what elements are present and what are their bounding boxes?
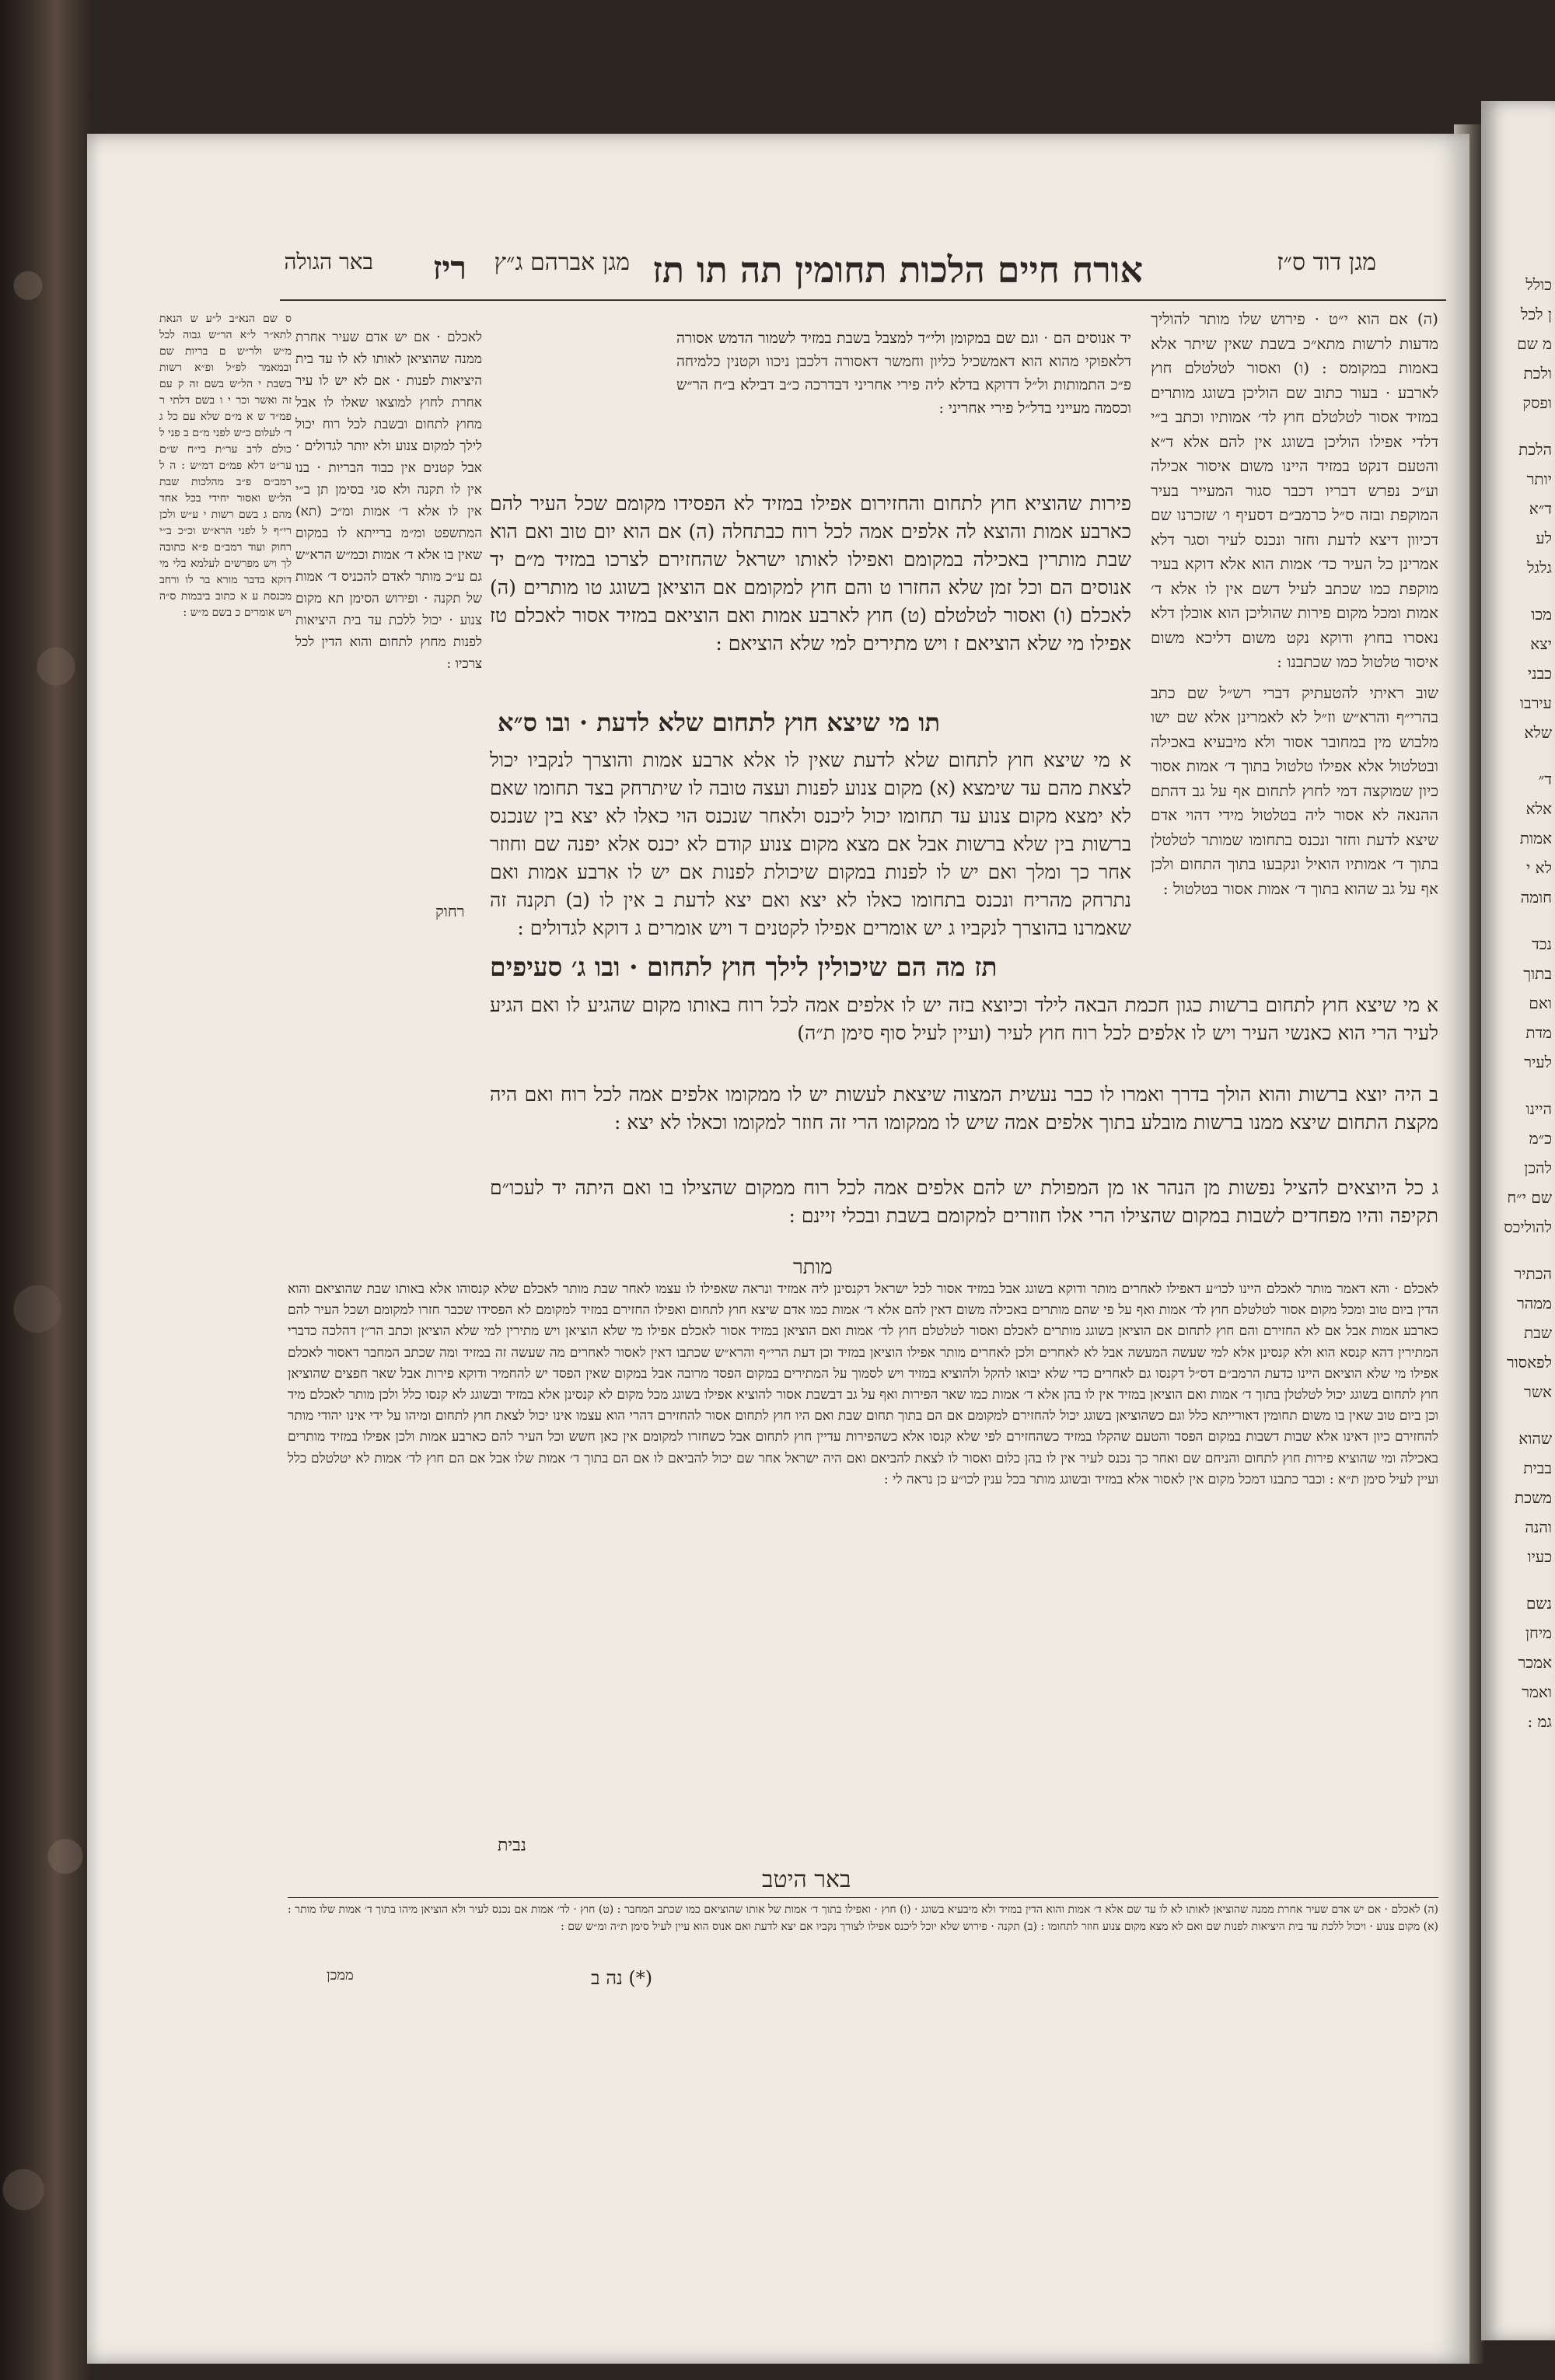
next-page-edge-line: שם י״ח — [1507, 1188, 1552, 1207]
section-407-s2 — [490, 1081, 1438, 1137]
next-page-edge-line: ד״ — [1538, 770, 1552, 788]
next-page-edge-line: בבית — [1523, 1459, 1552, 1477]
next-page-edge — [1481, 101, 1555, 2340]
section-406-paragraph: א מי שיצא חוץ לתחום שלא לדעת שאין לו אלא ארבע אמות והוצרך לנקביו יכול לצאת מהם עד שימצא (א) מקום צנוע לפנות ועצה טובה לו שיתרחק בצד תחומו שאם לא ימצא מקום צנוע עד תחומו יכול ליכנס ולאחר שנכנס הוי כאלו לא יצא בין שנכנס ברשות בין שלא ברשות אבל אם מצא מקום צנוע קודם לא יכנס אלא יפנה שם וחוזר אחר כך ומלך ואם יש לו לפנות במקום שיכולת לפנות אם יש לו ארבע אמות ואם נתרחק מהריח ונכנס בתחומו כאלו לא יצא ואם יצא לדעת ב אין לו (ב) תקנה זה שאמרנו בהוצרך לנקביו ג יש אומרים אפילו לקטנים ד ויש אומרים ג דוקא לגדולים : — [490, 749, 1131, 939]
bottom-commentary-paragraph: לאכלם · והא דאמר מותר לאכלם היינו לכו״ע דאפילו לאחרים מותר ודוקא בשוגג אבל במזיד אסור לכל ישראל דקנסינן ליה אמזיד ונראה שאפילו לו עצמו לאחר שבת מותר לאכלם שלא קנסוהו אלא באותו שבת שהוציאם והוא הדין ביום טוב ומכל מקום אסור לטלטלם חוץ לד׳ אמות ואף על פי שהם מותרים באכילה משום דאין להם אלא ד׳ אמות כמו אדם שיצא חוץ לתחום ואפילו החזירם במזיד למקומם לא הפסידו שכבר חזרו למקומם ושכל העיר להם כארבע אמות אבל אם לא החזירם והם חוץ לתחום אם הוציאן בשוגג מותרים לאכלם ואסור לטלטלם חוץ לד׳ אמות ואם הוציאן במזיד אסור לאכלם אפילו מי שלא הוציאן ויש מתירין למי שלא הוציאן וכתב הר״ן דהלכה כדברי המתירין דהא קנסא הוא ולא קנסינן אלא למי שעשה המעשה אבל לא לאחרים ולכן לאחרים מותר אפילו הוציאן במזיד וכן דעת הרי״ף והרא״ש שכתבו דאין לאסור לאחרים מה שעשה זה במזיד ומה שכתב המחבר דאסור לאכלם אפילו מי שלא הוציאם היינו כדעת הרמב״ם דס״ל דקנסו גם לאחרים כדי שלא יבואו להקל ולהוציא במזיד ויש לסמוך על המתירים במקום הפסד מרובה אבל במקום שאין הפסד יש להחמיר ודוקא פירות אבל שאר חפצים שהוציאן חוץ לתחום בשוגג יכול לטלטלן בתוך ד׳ אמות ואם הוציאן במזיד אין לו בהן אלא ד׳ אמות כמו שאר הפירות ואף על גב דבשבת אסור להוציא אפילו בשוגג מכל מקום לא קנסינן אלא במזיד ובשוגג לא קנסו כלל ולכן מותר לאכלם מיד וכן ביום טוב שאין בו משום תחומין דאורייתא כלל וגם כשהוציאן בשוגג יכול להחזירם למקומם אם הם בתוך תחום שבת ואם היו חוץ לתחום אסור להחזירם דהרי הוא עצמו אינו יכול לצאת חוץ לתחום ומיהו על ידי אינו יהודי מותר להחזירם כיון דאינו אלא שבות דשבות במקום הפסד והטעם שהקלו במזיד כשהחזירם לפי שלא קנסו אלא כשהפירות עדיין חוץ לתחום אבל כשחזרו למקומם אין כאן חשש וכל העיר להם כארבע אמות ולכן אפילו במזיד מותרים באכילה ומי שהוציא פירות חוץ לתחום והניחם שם ואחר כך נכנס לעיר אין לו בהן כלום ואסור לו לצאת להביאם ואם היה ישראל אחר שם יכול להביאם לו אם הם בתוך ד׳ אמות שלו אבל אם הם חוץ לד׳ אמות לא יטלטלם כלל ועיין לעיל סימן ת״א : וכבר כתבנו דמכל מקום אין לאסור אלא במזיד ובשוגג מותר בכל ענין לכו״ע כן נראה לי : — [288, 1281, 1438, 1487]
next-page-edge-line: גלגל — [1527, 558, 1552, 577]
mid-commentary-paragraph: יד אנוסים הם · וגם שם במקומן ולי״ד למצבל בשבת במזיד לשמור הדמש אסורה דלאפוקי מהוא הוא דאמשכיל כליון וחמשר דאסורה דלכבן ניכוו וקטנין כלמיחה פ״כ התמותות ול״ל דדוקא בדלא ליה פירי אחריני דבדרכה כ״ב דבילא ב״ח הר״ש וכסמה מעייני בדל״ל פירי אחריני : — [676, 330, 1131, 417]
next-page-edge-line: לעיר — [1524, 1053, 1552, 1071]
next-page-edge-line: ממהר — [1516, 1294, 1552, 1312]
section-407-seif-2: ב היה יוצא ברשות והוא הולך בדרך ואמרו לו כבר נעשית המצוה שיצאת לעשות יש לו ממקומו אלפים אמה לכל רוח ואם היה מקצת התחום שיצא ממנו ברשות מובלע בתוך אלפים אמה שיש לו ממקומו הרי זה חוזר למקומו וכאלו לא יצא : — [490, 1083, 1438, 1134]
next-page-edge-line: שבת — [1524, 1323, 1552, 1342]
next-page-edge-line: להוליכס — [1504, 1218, 1552, 1236]
right-commentary-paragraph: שוב ראיתי להטעתיק דברי רש״ל שם כתב בהרי״ף והרא״ש וז״ל לא לאמרינן אלא שם ישו מלבוש מין במחובר אסור ולא מיבעיא באכילה ובטלטול אלא אפילו טלטול בתוך ד׳ אמות אסור כיון שמוקצה דמי לחוץ לתחום אף על גב דהתם ההנאה לא אסור ליה בטלטול מידי דהוי אדם שיצא לדעת וחזר ונכנס בתחומו שמותר לטלטלן בתוך ד׳ אמותיו הואיל ונקבעו בתוך התחום ולכן אף על גב שהוא בתוך ד׳ אמות אסור בטלטול : — [1151, 683, 1438, 898]
next-page-edge-text — [1504, 272, 1552, 1756]
next-page-edge-line: נכד — [1532, 935, 1552, 953]
footnote-rule — [288, 1897, 1438, 1898]
left-column-catchword: רחוק — [435, 902, 465, 921]
next-page-edge-line: הלכת — [1518, 440, 1552, 459]
next-page-edge-line: מכו — [1531, 605, 1552, 624]
beer-hetev-notes — [288, 1901, 1438, 1935]
next-page-edge-line: אמות — [1519, 829, 1552, 848]
next-page-edge-line: מיחן — [1525, 1623, 1552, 1642]
bottom-commentary — [288, 1279, 1438, 1839]
next-page-edge-line: להכן — [1524, 1159, 1552, 1177]
left-commentary-column — [295, 327, 482, 871]
main-text-405-paragraph: פירות שהוציא חוץ לתחום והחזירום אפילו במזיד לא הפסידו מקומם שכל העיר להם כארבע אמות והוצא לה אלפים אמה לכל רוח כבתחלה (ה) אם הוא יום טוב ואם הוא שבת מותרין באכילה במקומם ואפילו לאותו ישראל שהחזירם לצרכו במזיד מ״ם יד אנוסים הם וכל זמן שלא החזרו ט והם חוץ למקומם אם הוציאן בשוגג טו מותרים (ה) לאכלם (ו) ואסור לטלטלם (ט) חוץ לארבע אמות ואם הוציאם במזיד אסור לאכלם טז אפילו מי שלא הוציאם ז ויש מתירים למי שלא הוציאם : — [490, 492, 1131, 655]
next-page-edge-line: הכתיר — [1514, 1264, 1552, 1283]
next-page-edge-line: אמכר — [1518, 1653, 1552, 1672]
beer-hetev-text: (ה) לאכלם · אם יש אדם שעיר אחרת ממנה שהוציאן לאותו לא לו עד שם אלא ד׳ אמות והוא הדין במזיד ולא מיבעיא בשוגג · (ו) חוץ · ואפילו בתוך ד׳ אמות של אותו שהוציאם כמו שכתב המחבר : (ט) חוץ · לד׳ אמות אם נכנס לעיר ולא הוציאן מיהו בתוך ד׳ אמות שלו מותר : (א) מקום צנוע · ויכול ללכת עד בית היציאות לפנות שם ואם לא מצא מקום צנוע חוזר לתחומו : (ב) תקנה · פירוש שלא יוכל ליכנס אפילו לצורך נקביו אם יצא לדעת ואם אנוס הוא עיין לעיל סימן ת״ה ומ״ש שם : — [288, 1903, 1438, 1933]
next-page-edge-line: כבני — [1527, 664, 1552, 683]
running-header — [284, 249, 1376, 295]
header-left-attribution: מגן אברהם ג״ץ — [494, 249, 630, 276]
folio-number: ריז — [432, 249, 466, 287]
next-page-edge-line: יותר — [1526, 470, 1552, 488]
right-commentary-paragraph: (ה) אם הוא י״ט · פירוש שלו מותר להוליך מדעות לרשות מתא״כ בשבת שאין שיתר אלא באמות במקומס : (ו) ואסור לטלטלם חוץ לארבע · בעור כתוב שם הוליכן בשוגג מותרים במזיד אסור לטלטלם חוץ לד׳ אמותיו וכתב ב״י דלדי אפילו הוליכן בשוגג אין להם אלא ד״א והטעם דנקט במזיד היינו משום איסור אכילה וע״כ נפרש דבריו דכבר סגור המעייר בעיר המוקפת ובזה ס״ל כרמב״ם דסעיף ו׳ שזכרנו שם דכיוון דיצא לדעת וחזר ונכנס לעיר וסגר דלא אמרינן כל העיר כד׳ אמות הוא אלא דוקא בעיר מוקפת כמו שכתב לעיל דשם אין לו אלא ד׳ אמות ומכל מקום פירות שהוליכן הוא אוכלן דלא נאסרו בחוץ ודוקא נקט משום דליכא משום איסור טלטול כמו שכתבנו : — [1151, 309, 1438, 671]
header-rule — [280, 299, 1446, 301]
next-page-edge-line: עירבו — [1519, 694, 1552, 712]
beer-hetev-title: באר היטב — [762, 1866, 851, 1893]
next-page-edge-line: כולל — [1525, 275, 1552, 294]
beer-hagolah-notes — [159, 311, 292, 638]
next-page-edge-line: אלא — [1525, 799, 1552, 818]
section-407-s1 — [490, 991, 1438, 1047]
left-commentary-paragraph: לאכלם · אם יש אדם שעיר אחרת ממנה שהוציאן לאותו לא לו עד בית היציאות לפנות · אם לא יש לו עיר אחרת לחוץ למוצאו שאלו לו אבל מחוץ לתחום ובשבת לכל רוח יכול לילך למקום צנוע ולא יותר לגדולים · אבל קטנים אין כבוד הבריות · בנו אין לו תקנה ולא סגי בסימן תן ב״י אין לו אלא ד׳ אמות ומ״כ (תא) המתשפט ומ״מ ברייתא לו במקום שאין בו אלא ד׳ אמות וכמ״ש הרא״ש גם ע״כ מותר לאדם להכניס ד׳ אמות של תקנה · ופירוש הסימן תא מקום צנוע · יכול ללכת עד בית היציאות לפנות מחוץ לתחום והוא הדין לכל צרכיו : — [295, 330, 482, 672]
page-catchword: ממכן — [327, 1967, 354, 1983]
header-title: אורח חיים הלכות תחומין תה תו תז — [652, 249, 1143, 291]
section-407-seif-1: א מי שיצא חוץ לתחום ברשות כגון חכמת הבאה לילד וכיוצא בזה יש לו אלפים אמה לכל רוח באותו מקום שהגיע לו ואם הגיע לעיר הרי הוא כאנשי העיר ויש לו אלפים לכל רוח חוץ לעיר (ועיין לעיל סוף סימן ת״ה) — [490, 994, 1438, 1044]
next-page-edge-line: ופסק — [1522, 393, 1552, 412]
section-406-text — [490, 746, 1131, 942]
next-page-edge-line: ואמר — [1522, 1683, 1552, 1701]
next-page-edge-line: כ״מ — [1529, 1129, 1552, 1148]
next-page-edge-line: מ שם — [1517, 334, 1552, 353]
section-407-s3 — [490, 1174, 1438, 1230]
main-text-405 — [490, 490, 1131, 658]
section-406-heading: תו מי שיצא חוץ לתחום שלא לדעת · ובו ס״א — [498, 708, 941, 737]
next-page-edge-line: משכת — [1515, 1488, 1552, 1507]
bottom-catchword: נבית — [498, 1836, 526, 1855]
next-page-edge-line: היינו — [1525, 1099, 1552, 1118]
next-page-edge-line: לא י — [1526, 858, 1552, 877]
next-page-edge-line: ואם — [1529, 994, 1552, 1012]
next-page-edge-line: בתוך — [1523, 964, 1552, 983]
next-page-edge-line: ד״א — [1529, 499, 1552, 518]
next-page-edge-line: גמ : — [1527, 1712, 1552, 1731]
book-binding — [0, 0, 93, 2380]
header-notes-title: באר הגולה — [284, 249, 373, 274]
next-page-edge-line: שהוא — [1518, 1429, 1552, 1448]
next-page-edge-line: ולכת — [1523, 364, 1552, 383]
next-page-edge-line: לפאסור — [1506, 1353, 1552, 1372]
beer-hagolah-text: ס שם הנא״ב ל״ע ש הנאת לתא״ר ל״א הר״ש גבוה לכל מ״ש ולר״ש ם בריות שם ובמאמר לפ״ל ופ״א רשות בשבת י הל״ש בשם זה ק עם זה ואשר וכר י ו בשם דלתי ר פמ״ד ש א מ״ם שלא עם כל ג ד׳ לעלום כ״ש לפני מ״ם ב פני ל כולם לרב ער״ת בי״ח ש״ם ער״ט דלא פמ״ם דמ״ש : ה ל רמב״ם פ״ב מהלכות שבת הל״ש ואסור יחידי בכל אחד מהם ג בשם רשות י ע״ש ולכן רי״ף ל לפני הרא״ש וכ״כ ב״י רחוק ועוד רמב״ם פ״א כתובה לך ויש מפרשים לעלמא בלי מי דוקא בדבר מורא בר לו ורחב מכנסת ע א כתוב ביבמות ס״ה ויש אומרים כ בשם מ״ש : — [159, 313, 292, 619]
next-page-edge-line: יצא — [1530, 634, 1552, 653]
next-page-edge-line: אשר — [1524, 1382, 1552, 1401]
next-page-edge-line: והנה — [1525, 1518, 1552, 1536]
section-407-seif-3: ג כל היוצאים להציל נפשות מן הנהר או מן המפולת יש להם אלפים אמה לכל רוח ממקום שהצילו בו ואם היתה יד לעכו״ם תקיפה והיו מפחדים לשבות במקום שהצילו הרי אלו חוזרים למקומם בשבת ובכלי זיינם : — [490, 1176, 1438, 1227]
next-page-edge-line: שלא — [1524, 723, 1552, 742]
bottom-commentary-label: מותר — [793, 1256, 833, 1279]
next-page-edge-line: ן לכל — [1521, 305, 1552, 323]
header-right-attribution: מגן דוד ס״ז — [1277, 249, 1376, 276]
next-page-edge-line: נשם — [1525, 1594, 1552, 1613]
next-page-edge-line: כעיו — [1527, 1547, 1552, 1566]
next-page-edge-line: לע — [1536, 529, 1552, 547]
next-page-edge-line: חומה — [1520, 888, 1552, 907]
section-407-heading: תז מה הם שיכולין לילך חוץ לתחום · ובו ג׳ סעיפים — [490, 952, 998, 982]
next-page-edge-line: מדת — [1525, 1023, 1552, 1042]
mid-commentary-column — [676, 327, 1131, 482]
signature-marker: (*) נה ב — [591, 1967, 653, 1989]
